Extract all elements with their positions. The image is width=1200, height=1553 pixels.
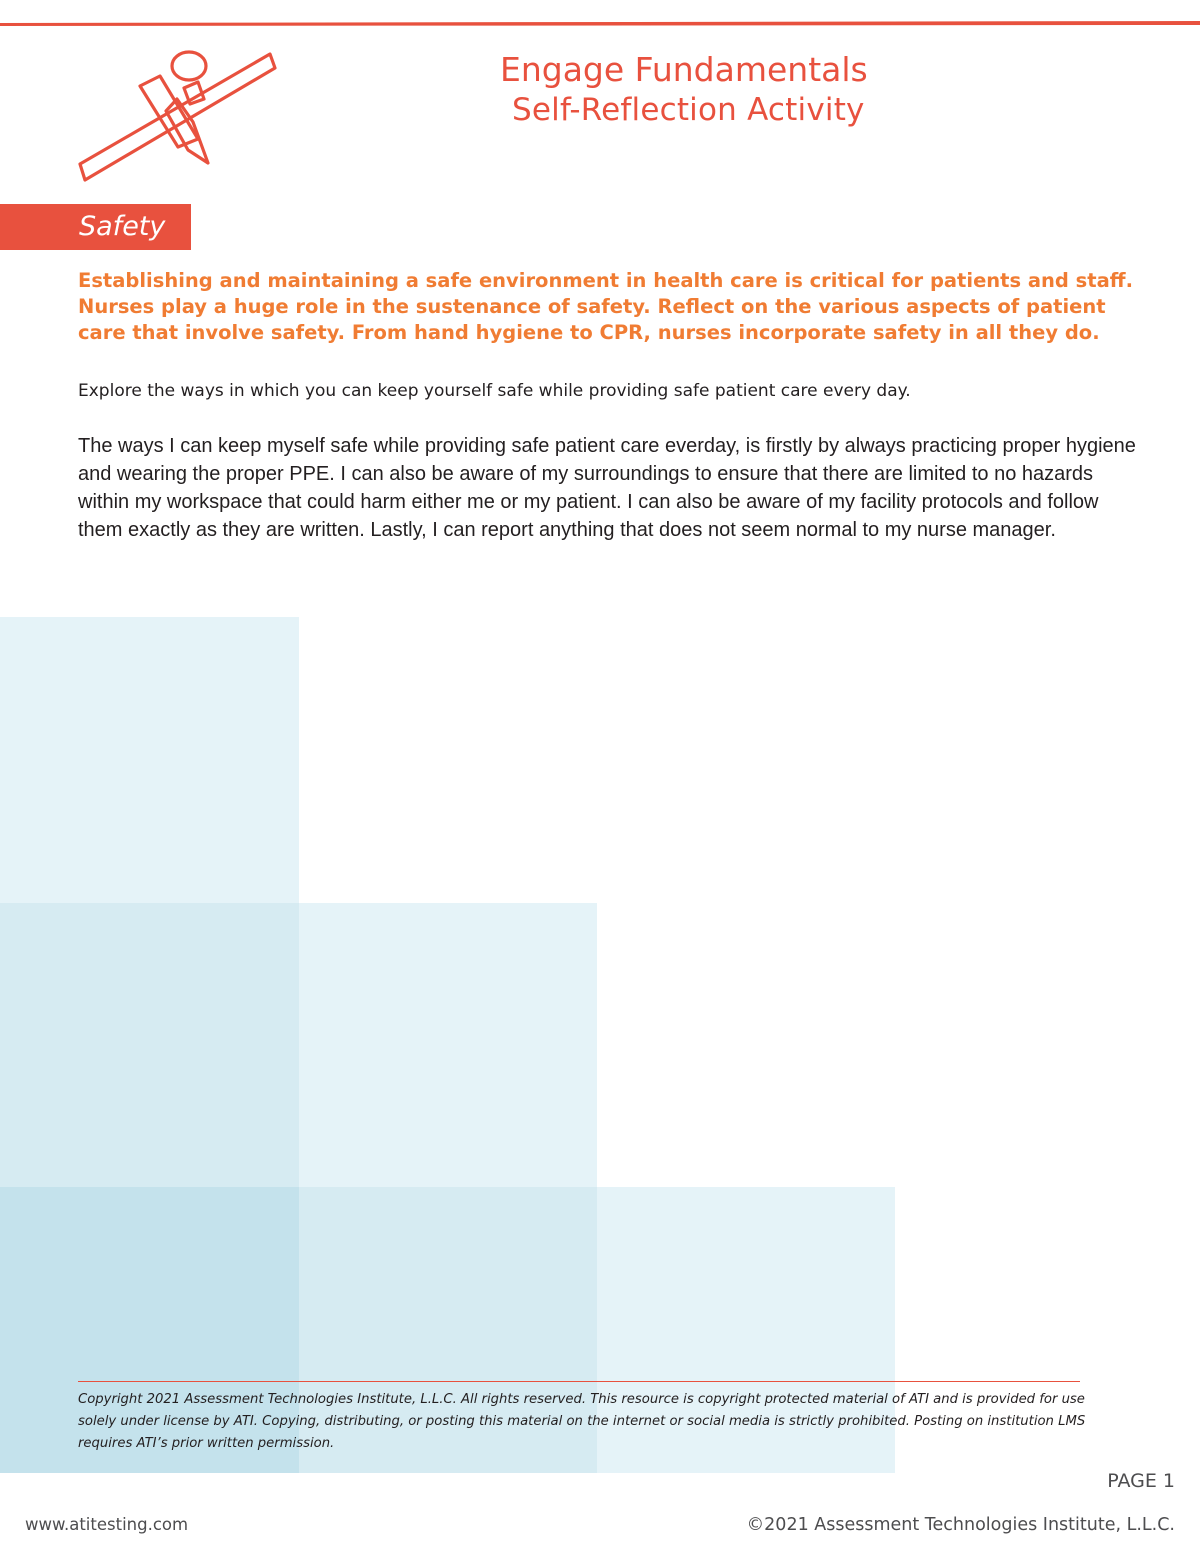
reflection-response: The ways I can keep myself safe while providing safe patient care everday, is firstly by always practicing proper hygiene and wearing the proper PPE. I can also be aware of my surroundings to ensure that there are limited to no hazards within my workspace that could harm either me or my patient. I can also be aware of my facility protocols and follow them exactly as they are written. Lastly, I can report anything that does not seem normal to my nurse manager.: [78, 435, 1136, 541]
document-subtitle: Self-Reflection Activity: [512, 92, 865, 128]
document-title-block: [500, 50, 1160, 130]
top-divider: [0, 20, 1200, 28]
background-block: [299, 903, 597, 1187]
intro-paragraph: Establishing and maintaining a safe environment in health care is critical for patients and staff. Nurses play a huge role in the sustenance of safety. Reflect on the various aspects of patient care that involve safety. From hand hygiene to CPR, nurses incorporate safety in all they do.: [78, 269, 1133, 344]
copyright-notice: Copyright 2021 Assessment Technologies Institute, L.L.C. All rights reserved. This resource is copyright protected material of ATI and is provided for use solely under license by ATI. Copying, distributing, or posting this material on the internet or social media is strictly prohibited. Posting on institution LMS requires ATI’s prior written permission.: [78, 1392, 1086, 1451]
page-number: PAGE 1: [1107, 1470, 1175, 1492]
section-label: Safety: [79, 211, 166, 242]
ati-figure-logo-icon: [72, 44, 282, 189]
background-block: [0, 903, 299, 1187]
reflection-prompt: Explore the ways in which you can keep yourself safe while providing safe patient care every day.: [78, 381, 911, 401]
company-copyright: ©2021 Assessment Technologies Institute, L.L.C.: [746, 1515, 1175, 1535]
website-link[interactable]: www.atitesting.com: [25, 1515, 189, 1534]
document-title: Engage Fundamentals: [500, 50, 868, 89]
background-block: [0, 617, 299, 903]
section-tab: [0, 204, 191, 250]
footer-divider: [78, 1381, 1080, 1382]
